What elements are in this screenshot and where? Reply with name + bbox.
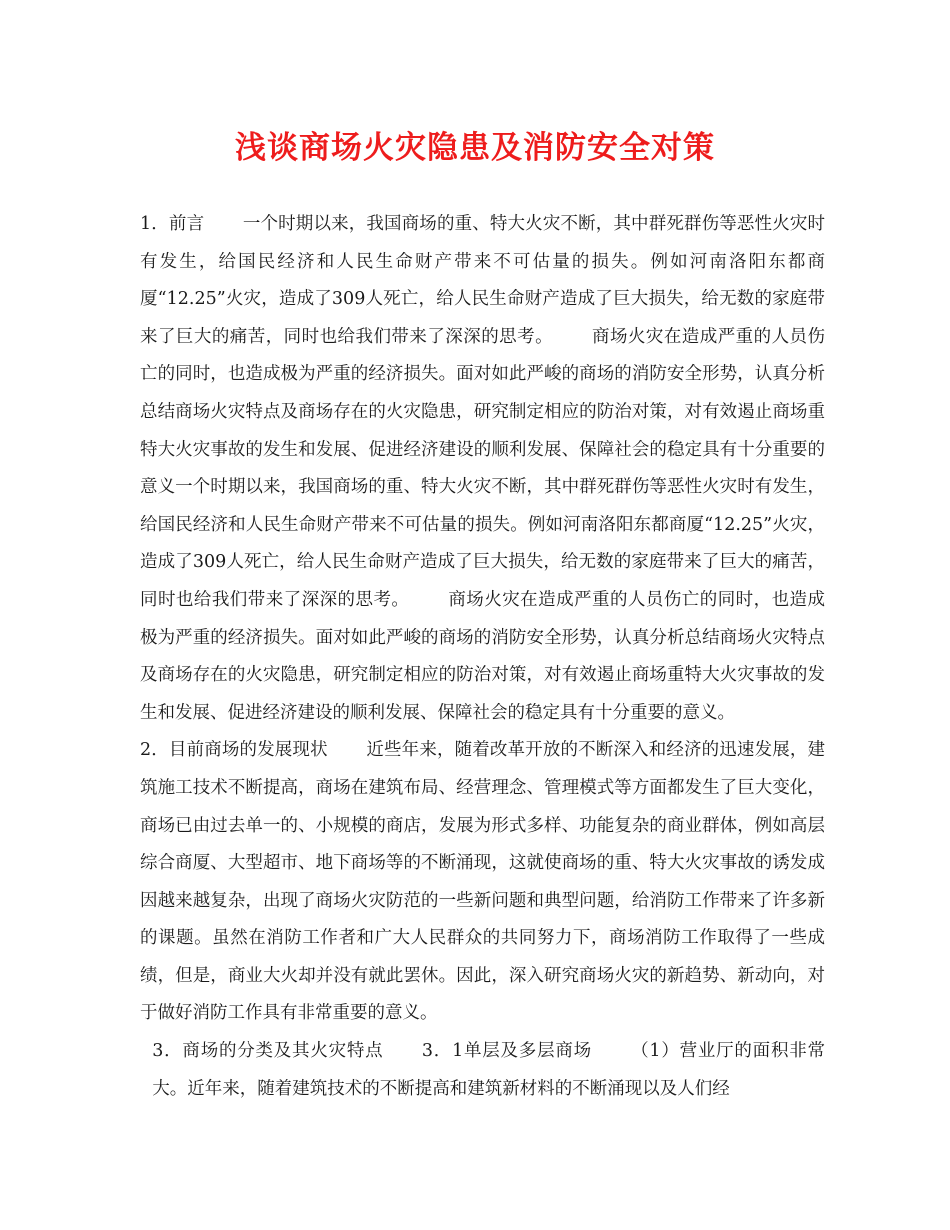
section-1-heading: 1．前言 [140, 214, 205, 234]
section-2-heading: 2．目前商场的发展现状 [140, 740, 328, 761]
section-1-paragraph [140, 206, 825, 732]
section-3-1-subheading: 3．1单层及多层商场 [421, 1041, 592, 1062]
section-2-text: 近些年来，随着改革开放的不断深入和经济的迅速发展，建筑施工技术不断提高，商场在建筑布局、经营理念、管理模式等方面都发生了巨大变化，商场已由过去单一的、小规模的商店，发展为形式多样、功能复杂的商业群体，例如高层综合商厦、大型超市、地下商场等的不断涌现，这就使商场的重、特大火灾事故的诱发成因越来越复杂，出现了商场火灾防范的一些新问题和典型问题，给消防工作带来了许多新的课题。虽然在消防工作者和广大人民群众的共同努力下，商场消防工作取得了一些成绩，但是，商业大火却并没有就此罢休。因此，深入研究商场火灾的新趋势、新动向，对于做好消防工作具有非常重要的意义。 [140, 740, 825, 1024]
section-3-paragraph [140, 1033, 825, 1108]
document-body [140, 206, 825, 1108]
section-3-1-item-1: （1）营业厅的面积非常大。近年来，随着建筑技术的不断提高和建筑新材料的不断涌现以及人们经 [152, 1041, 825, 1099]
section-3-heading: 3．商场的分类及其火灾特点 [152, 1041, 384, 1062]
section-2-paragraph [140, 732, 825, 1033]
document-title: 浅谈商场火灾隐患及消防安全对策 [235, 130, 715, 166]
section-1-text-3: 商场火灾在造成严重的人员伤亡的同时，也造成极为严重的经济损失。面对如此严峻的商场的消防安全形势，认真分析总结商场火灾特点及商场存在的火灾隐患，研究制定相应的防治对策，对有效遏止商场重特大火灾事故的发生和发展、促进经济建设的顺利发展、保障社会的稳定具有十分重要的意义。 [140, 589, 825, 723]
section-1-text-1: 一个时期以来，我国商场的重、特大火灾不断，其中群死群伤等恶性火灾时有发生，给国民经济和人民生命财产带来不可估量的损失。例如河南洛阳东都商厦“12.25”火灾，造成了309人死亡，给人民生命财产造成了巨大损失，给无数的家庭带来了巨大的痛苦，同时也给我们带来了深深的思考。 [140, 214, 825, 347]
section-1-text-2: 商场火灾在造成严重的人员伤亡的同时，也造成极为严重的经济损失。面对如此严峻的商场的消防安全形势，认真分析总结商场火灾特点及商场存在的火灾隐患，研究制定相应的防治对策，对有效遏止商场重特大火灾事故的发生和发展、促进经济建设的顺利发展、保障社会的稳定具有十分重要的意义一个时期以来，我国商场的重、特大火灾不断，其中群死群伤等恶性火灾时有发生，给国民经济和人民生命财产带来不可估量的损失。例如河南洛阳东都商厦“12.25”火灾，造成了309人死亡，给人民生命财产造成了巨大损失，给无数的家庭带来了巨大的痛苦，同时也给我们带来了深深的思考。 [140, 326, 826, 610]
